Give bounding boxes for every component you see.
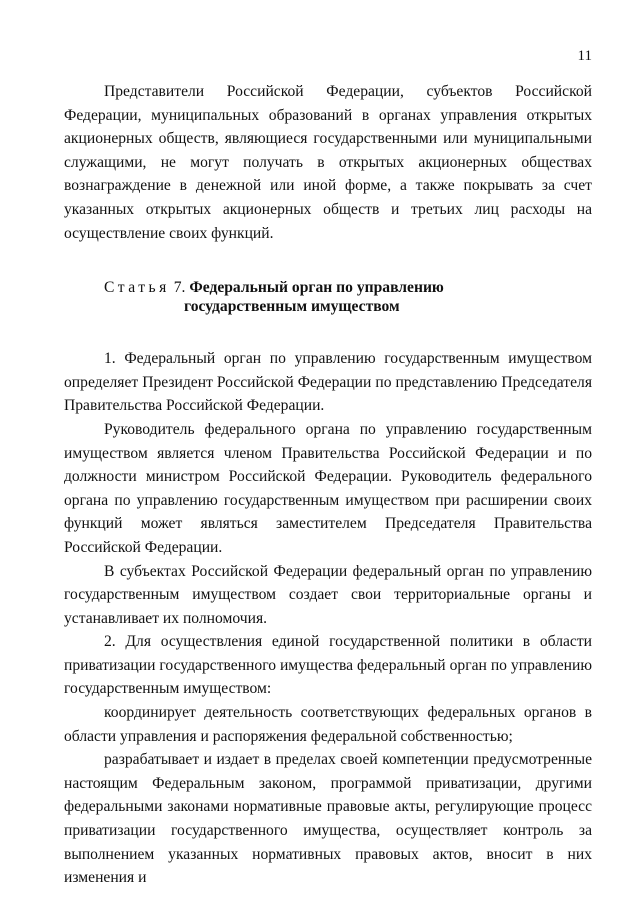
- article-title-line2: государственным имуществом: [184, 298, 400, 316]
- paragraph-2: Руководитель федерального органа по управлению государственным имуществом является членом Правительства Российской Федерации и по должности министром Российской Федерации. Руководитель федерального органа по управлению государственным имуществом при расширении своих функций может являться заместителем Председателя Правительства Российской Федерации.: [64, 420, 592, 556]
- article-label: Статья: [104, 279, 170, 297]
- article-number: 7.: [173, 279, 186, 297]
- paragraph-1: 1. Федеральный орган по управлению государственным имуществом определяет Президент Российской Федерации по представлению Председателя Правительства Российской Федерации.: [64, 350, 592, 415]
- paragraph-5: координирует деятельность соответствующих федеральных органов в области управления и распоряжения федеральной собственностью;: [64, 704, 592, 745]
- article-heading: [104, 278, 592, 316]
- page-number: 11: [577, 48, 592, 64]
- document-body: [64, 80, 592, 890]
- paragraph-6: разрабатывает и издает в пределах своей компетенции предусмотренные настоящим Федеральным законом, программой приватизации, другими федеральными законами нормативные правовые акты, регулирующие процесс приватизации государственного имущества, осуществляет контроль за выполнением указанных нормативных правовых актов, вносит в них изменения и: [64, 751, 592, 887]
- paragraph-3: В субъектах Российской Федерации федеральный орган по управлению государственным имуществом создает свои территориальные органы и устанавливает их полномочия.: [64, 562, 592, 627]
- intro-paragraph: Представители Российской Федерации, субъектов Российской Федерации, муниципальных образований в органах управления открытых акционерных обществ, являющиеся государственными или муниципальными служащими, не могут получать в открытых акционерных обществах вознаграждение в денежной или иной форме, а также покрывать за счет указанных открытых акционерных обществ и третьих лиц расходы на осуществление своих функций.: [64, 83, 592, 242]
- paragraph-4: 2. Для осуществления единой государственной политики в области приватизации государственного имущества федеральный орган по управлению государственным имуществом:: [64, 633, 592, 698]
- article-title-line1: Федеральный орган по управлению: [189, 279, 444, 297]
